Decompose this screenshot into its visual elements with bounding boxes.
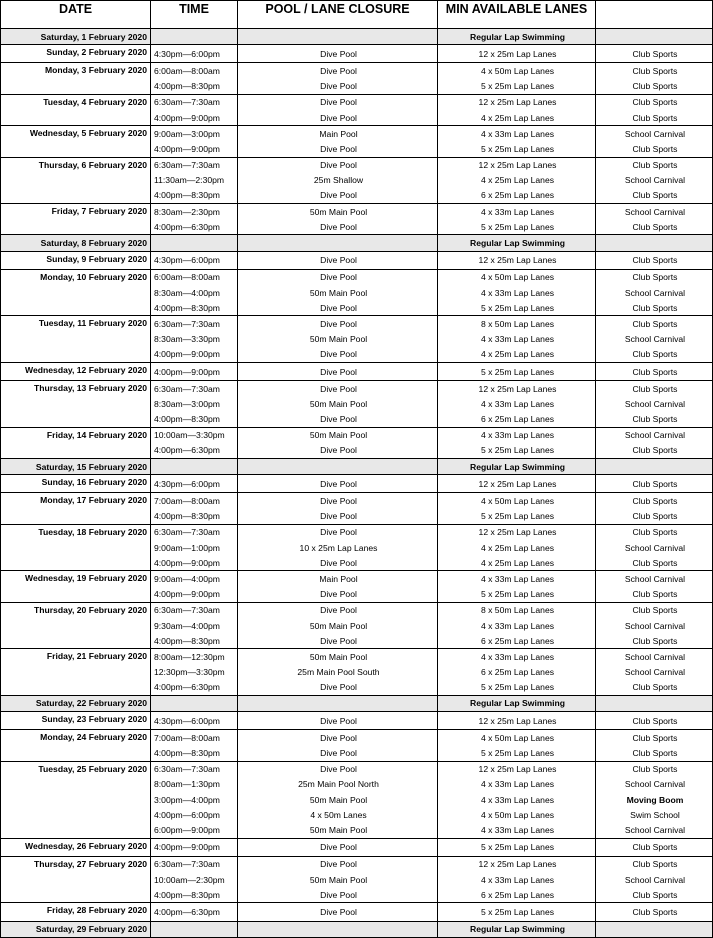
note-cell (596, 235, 713, 251)
lanes-cell: 5 x 25m Lap Lanes (438, 79, 596, 95)
table-body (1, 29, 713, 938)
note-cell: Club Sports (596, 509, 713, 525)
lanes-cell: 5 x 25m Lap Lanes (438, 219, 596, 235)
note-cell: Club Sports (596, 524, 713, 540)
note-cell: Club Sports (596, 141, 713, 157)
note-cell: Club Sports (596, 903, 713, 921)
date-cell: Sunday, 2 February 2020 (1, 45, 151, 63)
pool-cell: Dive Pool (238, 79, 438, 95)
note-cell: Club Sports (596, 587, 713, 603)
time-cell: 4:00pm—9:00pm (151, 555, 238, 571)
pool-cell: 50m Main Pool (238, 872, 438, 887)
date-cell: Saturday, 22 February 2020 (1, 695, 151, 711)
pool-cell: 50m Main Pool (238, 618, 438, 633)
note-cell: Club Sports (596, 362, 713, 380)
pool-cell: Dive Pool (238, 524, 438, 540)
note-cell: Club Sports (596, 79, 713, 95)
note-cell: Club Sports (596, 475, 713, 493)
note-cell: School Carnival (596, 285, 713, 300)
time-cell: 6:30am—7:30am (151, 157, 238, 173)
pool-cell: Dive Pool (238, 94, 438, 110)
time-cell: 4:30pm—6:00pm (151, 251, 238, 269)
time-cell: 4:00pm—8:30pm (151, 745, 238, 761)
table-row (1, 269, 713, 285)
note-cell: Club Sports (596, 712, 713, 730)
time-cell (151, 921, 238, 937)
date-cell: Tuesday, 18 February 2020 (1, 524, 151, 571)
header-min-available-lanes: MIN AVAILABLE LANES (438, 1, 596, 29)
date-cell: Thursday, 6 February 2020 (1, 157, 151, 204)
time-cell: 4:00pm—8:30pm (151, 412, 238, 428)
pool-cell: Dive Pool (238, 269, 438, 285)
lanes-cell: 4 x 33m Lap Lanes (438, 396, 596, 411)
table-row (1, 316, 713, 332)
time-cell: 4:00pm—8:30pm (151, 633, 238, 649)
lanes-cell: 5 x 25m Lap Lanes (438, 141, 596, 157)
date-cell: Tuesday, 4 February 2020 (1, 94, 151, 125)
lanes-cell: 6 x 25m Lap Lanes (438, 633, 596, 649)
note-cell: Club Sports (596, 633, 713, 649)
time-cell: 4:00pm—6:30pm (151, 443, 238, 459)
time-cell: 4:00pm—6:30pm (151, 903, 238, 921)
note-cell: School Carnival (596, 571, 713, 587)
time-cell: 6:30am—7:30am (151, 381, 238, 397)
date-cell: Sunday, 9 February 2020 (1, 251, 151, 269)
note-cell: Club Sports (596, 381, 713, 397)
time-cell: 7:00am—8:00am (151, 493, 238, 509)
table-row (1, 427, 713, 443)
pool-cell: 10 x 25m Lap Lanes (238, 540, 438, 555)
note-cell (596, 459, 713, 475)
note-cell: Club Sports (596, 761, 713, 777)
date-cell: Wednesday, 5 February 2020 (1, 126, 151, 157)
time-cell: 8:00am—12:30pm (151, 649, 238, 665)
pool-cell: Dive Pool (238, 362, 438, 380)
pool-cell (238, 29, 438, 45)
pool-cell: Dive Pool (238, 887, 438, 903)
note-cell: School Carnival (596, 427, 713, 443)
pool-cell: Dive Pool (238, 475, 438, 493)
header-pool-lane-closure: POOL / LANE CLOSURE (238, 1, 438, 29)
lanes-cell: 5 x 25m Lap Lanes (438, 443, 596, 459)
note-cell: Club Sports (596, 316, 713, 332)
note-cell: School Carnival (596, 173, 713, 188)
note-cell: School Carnival (596, 822, 713, 838)
time-cell: 4:00pm—6:00pm (151, 807, 238, 822)
lanes-cell: 5 x 25m Lap Lanes (438, 362, 596, 380)
table-row (1, 712, 713, 730)
time-cell: 9:00am—4:00pm (151, 571, 238, 587)
pool-cell: Dive Pool (238, 745, 438, 761)
date-cell: Friday, 7 February 2020 (1, 204, 151, 235)
date-cell: Thursday, 27 February 2020 (1, 856, 151, 903)
pool-cell: Dive Pool (238, 412, 438, 428)
date-cell: Friday, 14 February 2020 (1, 427, 151, 458)
pool-cell: Dive Pool (238, 63, 438, 79)
note-cell: Swim School (596, 807, 713, 822)
time-cell: 4:00pm—8:30pm (151, 79, 238, 95)
pool-cell (238, 459, 438, 475)
time-cell: 4:00pm—9:00pm (151, 362, 238, 380)
pool-cell: 50m Main Pool (238, 792, 438, 807)
table-row (1, 493, 713, 509)
note-cell: Club Sports (596, 730, 713, 746)
time-cell: 4:00pm—9:00pm (151, 838, 238, 856)
lanes-cell: 4 x 50m Lap Lanes (438, 493, 596, 509)
time-cell: 4:00pm—8:30pm (151, 300, 238, 316)
lanes-cell: 4 x 33m Lap Lanes (438, 285, 596, 300)
lanes-cell: 4 x 33m Lap Lanes (438, 872, 596, 887)
table-row (1, 903, 713, 921)
time-cell (151, 235, 238, 251)
table-row (1, 157, 713, 173)
note-cell (596, 695, 713, 711)
table-row (1, 475, 713, 493)
note-cell: Club Sports (596, 45, 713, 63)
pool-cell (238, 921, 438, 937)
pool-cell: Dive Pool (238, 110, 438, 126)
lanes-cell: 12 x 25m Lap Lanes (438, 475, 596, 493)
time-cell: 3:00pm—4:00pm (151, 792, 238, 807)
note-cell: School Carnival (596, 332, 713, 347)
pool-cell: Dive Pool (238, 251, 438, 269)
lanes-cell: Regular Lap Swimming (438, 459, 596, 475)
pool-cell: Main Pool (238, 571, 438, 587)
note-cell: Club Sports (596, 219, 713, 235)
lanes-cell: 5 x 25m Lap Lanes (438, 509, 596, 525)
time-cell: 4:30pm—6:00pm (151, 45, 238, 63)
pool-cell: Dive Pool (238, 730, 438, 746)
lanes-cell: 12 x 25m Lap Lanes (438, 712, 596, 730)
note-cell: School Carnival (596, 540, 713, 555)
date-cell: Monday, 17 February 2020 (1, 493, 151, 524)
time-cell (151, 695, 238, 711)
lanes-cell: 12 x 25m Lap Lanes (438, 94, 596, 110)
lanes-cell: 4 x 50m Lap Lanes (438, 63, 596, 79)
note-cell: School Carnival (596, 126, 713, 142)
note-cell: Club Sports (596, 493, 713, 509)
pool-cell: 4 x 50m Lanes (238, 807, 438, 822)
note-cell: School Carnival (596, 872, 713, 887)
table-row (1, 204, 713, 220)
time-cell: 10:00am—3:30pm (151, 427, 238, 443)
date-cell: Wednesday, 26 February 2020 (1, 838, 151, 856)
lanes-cell: Regular Lap Swimming (438, 921, 596, 937)
time-cell: 6:30am—7:30am (151, 602, 238, 618)
note-cell (596, 29, 713, 45)
pool-cell (238, 695, 438, 711)
note-cell: Club Sports (596, 838, 713, 856)
lanes-cell: 4 x 25m Lap Lanes (438, 540, 596, 555)
lanes-cell: 4 x 33m Lap Lanes (438, 332, 596, 347)
lanes-cell: 5 x 25m Lap Lanes (438, 680, 596, 696)
pool-cell: 50m Main Pool (238, 822, 438, 838)
date-cell: Wednesday, 19 February 2020 (1, 571, 151, 602)
lanes-cell: 12 x 25m Lap Lanes (438, 251, 596, 269)
note-cell: Club Sports (596, 555, 713, 571)
pool-cell: 50m Main Pool (238, 204, 438, 220)
time-cell: 4:00pm—6:30pm (151, 680, 238, 696)
time-cell: 4:30pm—6:00pm (151, 712, 238, 730)
table-row (1, 45, 713, 63)
date-cell: Saturday, 8 February 2020 (1, 235, 151, 251)
lanes-cell: 4 x 25m Lap Lanes (438, 347, 596, 363)
lanes-cell: 6 x 25m Lap Lanes (438, 665, 596, 680)
table-row (1, 29, 713, 45)
pool-cell: Dive Pool (238, 347, 438, 363)
note-cell: Moving Boom (596, 792, 713, 807)
lanes-cell: 4 x 25m Lap Lanes (438, 110, 596, 126)
pool-cell: 50m Main Pool (238, 332, 438, 347)
time-cell: 6:00am—8:00am (151, 63, 238, 79)
pool-cell: 25m Main Pool South (238, 665, 438, 680)
pool-cell: Dive Pool (238, 555, 438, 571)
lanes-cell: 8 x 50m Lap Lanes (438, 602, 596, 618)
header-row (1, 1, 713, 29)
note-cell: School Carnival (596, 618, 713, 633)
note-cell: Club Sports (596, 602, 713, 618)
lanes-cell: Regular Lap Swimming (438, 695, 596, 711)
note-cell: Club Sports (596, 680, 713, 696)
table-row (1, 838, 713, 856)
table-row (1, 63, 713, 79)
time-cell: 6:00am—8:00am (151, 269, 238, 285)
pool-cell: Dive Pool (238, 493, 438, 509)
pool-cell: 50m Main Pool (238, 285, 438, 300)
lanes-cell: 4 x 33m Lap Lanes (438, 571, 596, 587)
pool-cell: 50m Main Pool (238, 396, 438, 411)
time-cell: 9:00am—3:00pm (151, 126, 238, 142)
time-cell: 7:00am—8:00am (151, 730, 238, 746)
lanes-cell: 4 x 25m Lap Lanes (438, 173, 596, 188)
time-cell: 8:30am—3:30pm (151, 332, 238, 347)
note-cell: Club Sports (596, 300, 713, 316)
table-row (1, 524, 713, 540)
date-cell: Sunday, 23 February 2020 (1, 712, 151, 730)
note-cell: Club Sports (596, 269, 713, 285)
note-cell: Club Sports (596, 887, 713, 903)
note-cell: Club Sports (596, 443, 713, 459)
lanes-cell: 4 x 50m Lap Lanes (438, 807, 596, 822)
pool-cell: Dive Pool (238, 633, 438, 649)
pool-cell: Dive Pool (238, 761, 438, 777)
time-cell (151, 459, 238, 475)
date-cell: Friday, 28 February 2020 (1, 903, 151, 921)
note-cell: Club Sports (596, 110, 713, 126)
pool-cell: Dive Pool (238, 602, 438, 618)
time-cell: 9:00am—1:00pm (151, 540, 238, 555)
lanes-cell: 4 x 33m Lap Lanes (438, 822, 596, 838)
table-row (1, 251, 713, 269)
date-cell: Friday, 21 February 2020 (1, 649, 151, 696)
date-cell: Monday, 10 February 2020 (1, 269, 151, 316)
lanes-cell: 12 x 25m Lap Lanes (438, 856, 596, 872)
table-row (1, 730, 713, 746)
date-cell: Tuesday, 25 February 2020 (1, 761, 151, 838)
note-cell: Club Sports (596, 347, 713, 363)
pool-cell: Dive Pool (238, 587, 438, 603)
pool-cell: Dive Pool (238, 680, 438, 696)
pool-cell: Dive Pool (238, 856, 438, 872)
lanes-cell: 12 x 25m Lap Lanes (438, 157, 596, 173)
pool-cell: Dive Pool (238, 45, 438, 63)
pool-cell: 50m Main Pool (238, 427, 438, 443)
lanes-cell: Regular Lap Swimming (438, 235, 596, 251)
time-cell: 12:30pm—3:30pm (151, 665, 238, 680)
time-cell: 4:00pm—9:00pm (151, 110, 238, 126)
pool-cell: Dive Pool (238, 300, 438, 316)
note-cell: School Carnival (596, 204, 713, 220)
lanes-cell: 6 x 25m Lap Lanes (438, 887, 596, 903)
lanes-cell: 4 x 50m Lap Lanes (438, 269, 596, 285)
date-cell: Monday, 3 February 2020 (1, 63, 151, 94)
time-cell: 10:00am—2:30pm (151, 872, 238, 887)
time-cell: 8:30am—4:00pm (151, 285, 238, 300)
date-cell: Saturday, 1 February 2020 (1, 29, 151, 45)
note-cell: School Carnival (596, 777, 713, 792)
pool-cell: Main Pool (238, 126, 438, 142)
table-row (1, 235, 713, 251)
table-row (1, 921, 713, 937)
table-row (1, 695, 713, 711)
time-cell: 4:00pm—9:00pm (151, 141, 238, 157)
lanes-cell: 8 x 50m Lap Lanes (438, 316, 596, 332)
pool-cell: Dive Pool (238, 219, 438, 235)
pool-cell: Dive Pool (238, 157, 438, 173)
table-row (1, 602, 713, 618)
pool-cell: Dive Pool (238, 443, 438, 459)
time-cell: 8:00am—1:30pm (151, 777, 238, 792)
lanes-cell: 4 x 33m Lap Lanes (438, 618, 596, 633)
date-cell: Wednesday, 12 February 2020 (1, 362, 151, 380)
time-cell: 4:00pm—8:30pm (151, 887, 238, 903)
pool-cell: Dive Pool (238, 903, 438, 921)
note-cell: Club Sports (596, 157, 713, 173)
header-note (596, 1, 713, 29)
lanes-cell: 5 x 25m Lap Lanes (438, 745, 596, 761)
pool-cell: Dive Pool (238, 141, 438, 157)
time-cell: 9:30am—4:00pm (151, 618, 238, 633)
lanes-cell: 6 x 25m Lap Lanes (438, 188, 596, 204)
time-cell: 8:30am—3:00pm (151, 396, 238, 411)
note-cell (596, 921, 713, 937)
note-cell: School Carnival (596, 665, 713, 680)
pool-cell: 25m Shallow (238, 173, 438, 188)
table-row (1, 94, 713, 110)
time-cell: 4:30pm—6:00pm (151, 475, 238, 493)
note-cell: School Carnival (596, 649, 713, 665)
table-row (1, 381, 713, 397)
time-cell: 6:30am—7:30am (151, 856, 238, 872)
lanes-cell: 5 x 25m Lap Lanes (438, 300, 596, 316)
date-cell: Sunday, 16 February 2020 (1, 475, 151, 493)
date-cell: Thursday, 13 February 2020 (1, 381, 151, 428)
lanes-cell: 12 x 25m Lap Lanes (438, 761, 596, 777)
note-cell: Club Sports (596, 251, 713, 269)
pool-cell: 50m Main Pool (238, 649, 438, 665)
table-row (1, 649, 713, 665)
pool-cell: Dive Pool (238, 188, 438, 204)
lanes-cell: 12 x 25m Lap Lanes (438, 45, 596, 63)
lanes-cell: 4 x 25m Lap Lanes (438, 555, 596, 571)
lanes-cell: 4 x 33m Lap Lanes (438, 649, 596, 665)
pool-cell: Dive Pool (238, 712, 438, 730)
pool-cell: Dive Pool (238, 381, 438, 397)
time-cell: 6:30am—7:30am (151, 761, 238, 777)
pool-cell: Dive Pool (238, 509, 438, 525)
table-row (1, 571, 713, 587)
lanes-cell: 5 x 25m Lap Lanes (438, 838, 596, 856)
time-cell: 8:30am—2:30pm (151, 204, 238, 220)
lanes-cell: 5 x 25m Lap Lanes (438, 903, 596, 921)
lanes-cell: Regular Lap Swimming (438, 29, 596, 45)
time-cell (151, 29, 238, 45)
lanes-cell: 6 x 25m Lap Lanes (438, 412, 596, 428)
table-header (1, 1, 713, 29)
header-time: TIME (151, 1, 238, 29)
note-cell: Club Sports (596, 94, 713, 110)
date-cell: Saturday, 15 February 2020 (1, 459, 151, 475)
time-cell: 6:00pm—9:00pm (151, 822, 238, 838)
lanes-cell: 4 x 33m Lap Lanes (438, 204, 596, 220)
note-cell: Club Sports (596, 412, 713, 428)
header-date: DATE (1, 1, 151, 29)
note-cell: Club Sports (596, 188, 713, 204)
pool-cell: 25m Main Pool North (238, 777, 438, 792)
table-row (1, 126, 713, 142)
table-row (1, 362, 713, 380)
date-cell: Monday, 24 February 2020 (1, 730, 151, 761)
lanes-cell: 4 x 33m Lap Lanes (438, 777, 596, 792)
date-cell: Tuesday, 11 February 2020 (1, 316, 151, 363)
table-row (1, 459, 713, 475)
time-cell: 4:00pm—8:30pm (151, 509, 238, 525)
lanes-cell: 12 x 25m Lap Lanes (438, 524, 596, 540)
time-cell: 6:30am—7:30am (151, 316, 238, 332)
date-cell: Saturday, 29 February 2020 (1, 921, 151, 937)
note-cell: Club Sports (596, 856, 713, 872)
time-cell: 6:30am—7:30am (151, 524, 238, 540)
note-cell: Club Sports (596, 63, 713, 79)
time-cell: 11:30am—2:30pm (151, 173, 238, 188)
pool-cell: Dive Pool (238, 316, 438, 332)
table-row (1, 856, 713, 872)
time-cell: 4:00pm—9:00pm (151, 347, 238, 363)
lanes-cell: 4 x 33m Lap Lanes (438, 126, 596, 142)
pool-cell (238, 235, 438, 251)
pool-cell: Dive Pool (238, 838, 438, 856)
time-cell: 4:00pm—6:30pm (151, 219, 238, 235)
time-cell: 6:30am—7:30am (151, 94, 238, 110)
lanes-cell: 4 x 33m Lap Lanes (438, 792, 596, 807)
date-cell: Thursday, 20 February 2020 (1, 602, 151, 649)
time-cell: 4:00pm—8:30pm (151, 188, 238, 204)
table-row (1, 761, 713, 777)
time-cell: 4:00pm—9:00pm (151, 587, 238, 603)
lanes-cell: 12 x 25m Lap Lanes (438, 381, 596, 397)
note-cell: Club Sports (596, 745, 713, 761)
lanes-cell: 4 x 33m Lap Lanes (438, 427, 596, 443)
note-cell: School Carnival (596, 396, 713, 411)
lanes-cell: 4 x 50m Lap Lanes (438, 730, 596, 746)
lanes-cell: 5 x 25m Lap Lanes (438, 587, 596, 603)
